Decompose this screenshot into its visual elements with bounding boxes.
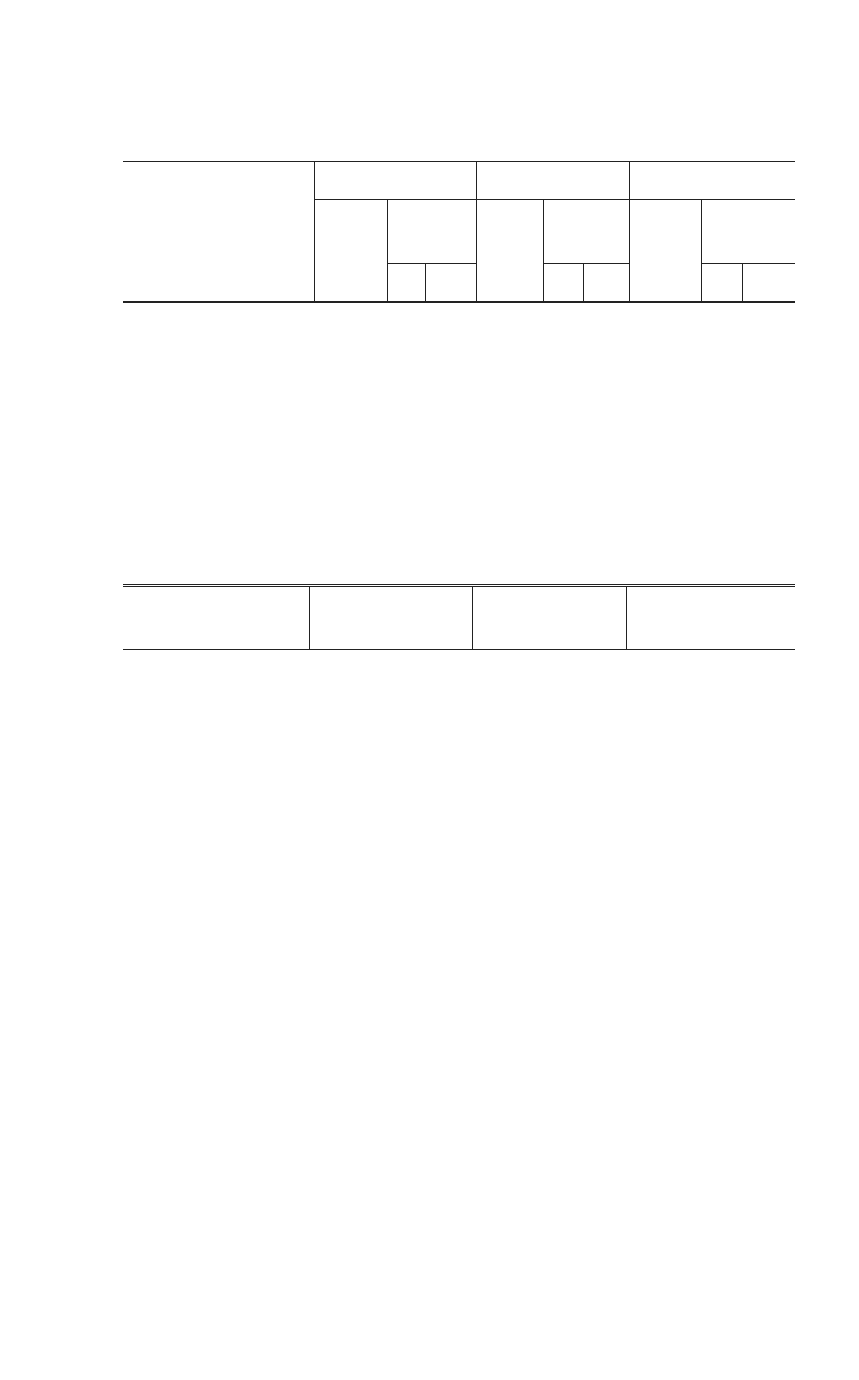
header-average (543, 200, 629, 264)
header-state (123, 586, 309, 650)
header-silver (425, 264, 476, 302)
header-total-ore (626, 586, 795, 650)
zinc-total-ore-table (123, 584, 795, 650)
header-gold (543, 264, 583, 302)
header-zinc-lead-ores (472, 586, 626, 650)
header-gold-ore (314, 162, 476, 200)
header-zinc-ore (309, 586, 472, 650)
gold-silver-ore-table (123, 161, 795, 303)
header-silver (583, 264, 629, 302)
header-gold (701, 264, 742, 302)
header-silver-ore (629, 162, 795, 200)
header-silver (742, 264, 795, 302)
header-average (387, 200, 476, 264)
page-header (126, 66, 796, 90)
header-short-tons (629, 200, 701, 302)
header-short-tons (314, 200, 387, 302)
header-gold (387, 264, 425, 302)
header-state (123, 162, 314, 302)
header-average (701, 200, 795, 264)
header-gold-silver-ore (476, 162, 629, 200)
header-short-tons (476, 200, 543, 302)
